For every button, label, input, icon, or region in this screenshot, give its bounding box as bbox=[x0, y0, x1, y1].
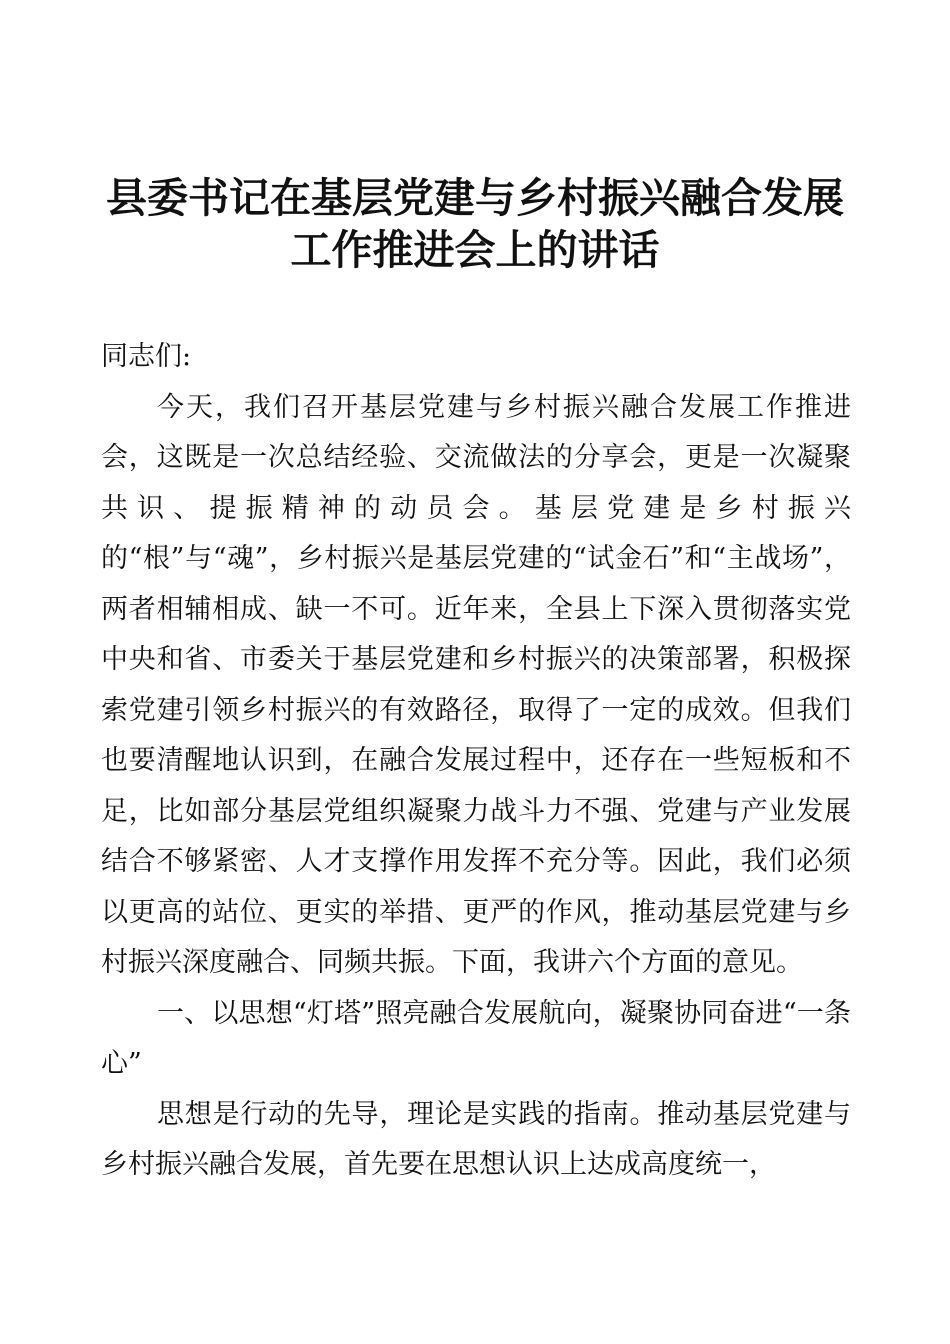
salutation: 同志们: bbox=[101, 341, 192, 372]
paragraph-section-1: 思想是行动的先导，理论是实践的指南。推动基层党建与乡村振兴融合发展，首先要在思想认识上达成高度统一， bbox=[101, 1098, 851, 1180]
document-body bbox=[101, 332, 851, 1191]
document-title bbox=[95, 172, 855, 276]
section-heading-1: 一、以思想“灯塔”照亮融合发展航向，凝聚协同奋进“一条心” bbox=[101, 997, 851, 1079]
paragraph-intro: 今天，我们召开基层党建与乡村振兴融合发展工作推进会，这既是一次总结经验、交流做法的分享会，更是一次凝聚共识、提振精神的动员会。基层党建是乡村振兴的“根”与“魂”，乡村振兴是基层党建的“试金石”和“主战场”，两者相辅相成、缺一不可。近年来，全县上下深入贯彻落实党中央和省、市委关于基层党建和乡村振兴的决策部署，积极探索党建引领乡村振兴的有效路径，取得了一定的成效。但我们也要清醒地认识到，在融合发展过程中，还存在一些短板和不足，比如部分基层党组织凝聚力战斗力不强、党建与产业发展结合不够紧密、人才支撑作用发挥不充分等。因此，我们必须以更高的站位、更实的举措、更严的作风，推动基层党建与乡村振兴深度融合、同频共振。下面，我讲六个方面的意见。 bbox=[101, 391, 851, 978]
title-line-2: 工作推进会上的讲话 bbox=[290, 226, 660, 274]
title-line-1: 县委书记在基层党建与乡村振兴融合发展 bbox=[106, 174, 844, 222]
